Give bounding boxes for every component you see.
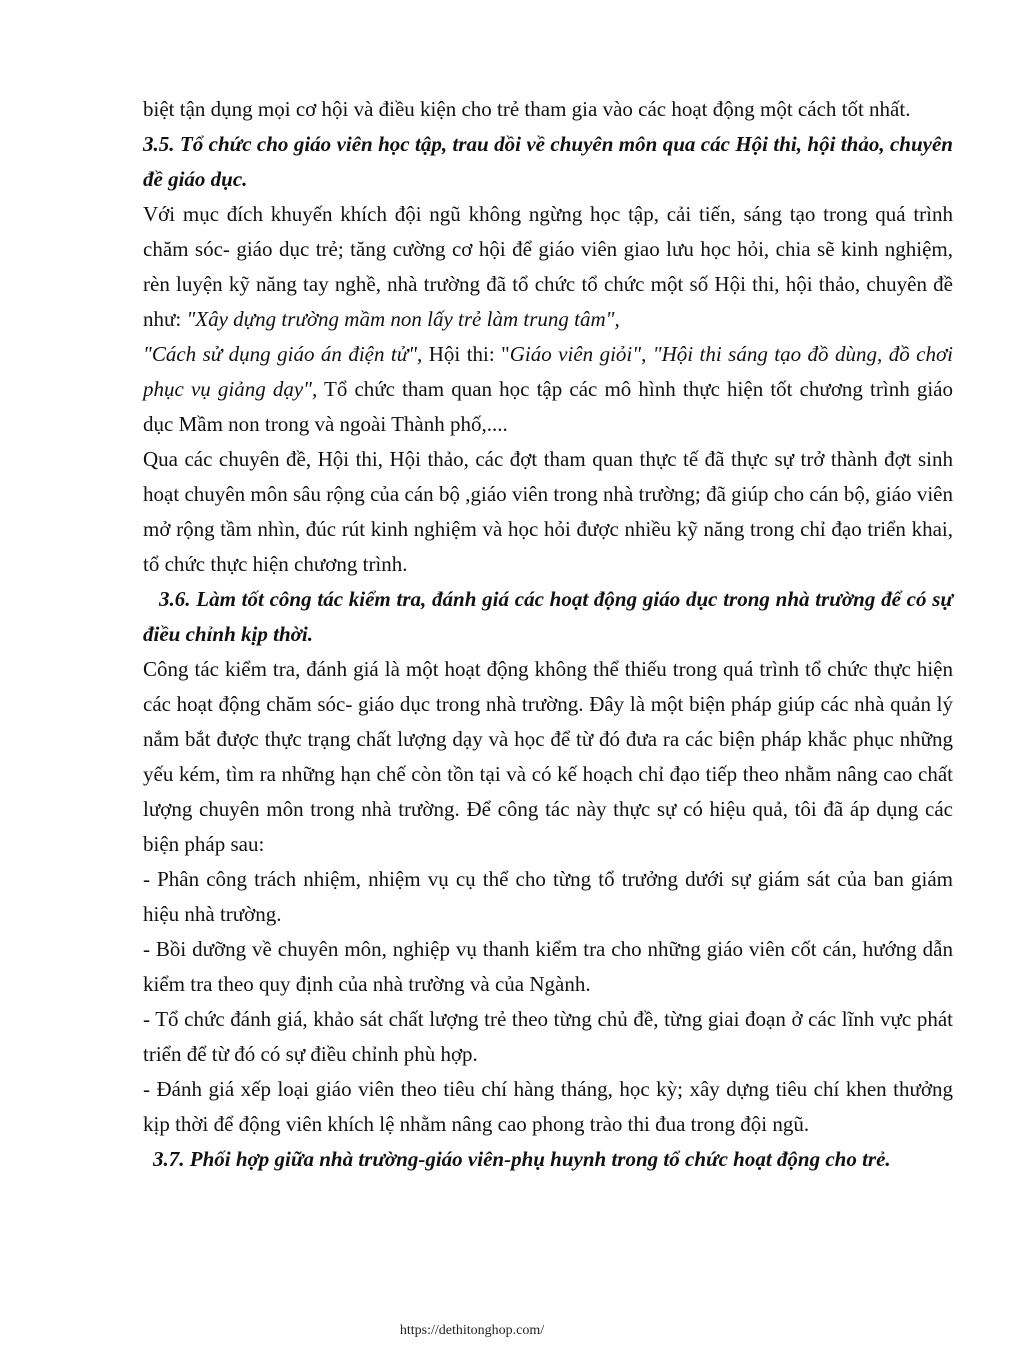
bullet-item-2: - Bồi dưỡng về chuyên môn, nghiệp vụ thanh kiểm tra cho những giáo viên cốt cán, hướng dẫn kiểm tra theo quy định của nhà trường và của Ngành. [143,937,953,996]
page-footer [0,1322,1024,1340]
text-run: Với mục đích khuyến khích đội ngũ không ngừng học tập, cải tiến, sáng tạo trong quá trình chăm sóc- giáo dục trẻ; tăng cường cơ hội để giáo viên giao lưu học hỏi, chia sẽ kinh nghiệm, rèn luyện kỹ năng tay nghề, nhà trường đã tổ chức tổ chức một số Hội thi, hội thảo, chuyên đề như: [143,202,953,331]
quote-contests: Giáo viên giỏi", "Hội thi sáng tạo đồ dùng, đồ chơi phục vụ giảng dạy", [143,342,953,401]
paragraph-intro: biệt tận dụng mọi cơ hội và điều kiện cho trẻ tham gia vào các hoạt động một cách tốt nhất. [143,97,911,121]
footer-url[interactable]: https://dethitonghop.com/ [399,1323,545,1338]
heading-3-6: 3.6. Làm tốt công tác kiểm tra, đánh giá các hoạt động giáo dục trong nhà trường để có sự điều chỉnh kịp thời. [143,587,953,646]
heading-3-5: 3.5. Tổ chức cho giáo viên học tập, trau dồi về chuyên môn qua các Hội thi, hội thảo, chuyên đề giáo dục. [143,132,953,191]
paragraph-3-6-intro: Công tác kiểm tra, đánh giá là một hoạt động không thể thiếu trong quá trình tổ chức thực hiện các hoạt động chăm sóc- giáo dục trong nhà trường. Đây là một biện pháp giúp các nhà quản lý nắm bắt được thực trạng chất lượng dạy và học để từ đó đưa ra các biện pháp khắc phục những yếu kém, tìm ra những hạn chế còn tồn tại và có kế hoạch chỉ đạo tiếp theo nhằm nâng cao chất lượng chuyên môn trong nhà trường. Để công tác này thực sự có hiệu quả, tôi đã áp dụng các biện pháp sau: [143,657,953,856]
quote-e-lesson: "Cách sử dụng giáo án điện tử", [143,342,423,366]
document-body [143,92,953,1177]
quote-kid-centered: "Xây dựng trường mầm non lấy trẻ làm trung tâm", [186,307,620,331]
bullet-item-3: - Tổ chức đánh giá, khảo sát chất lượng trẻ theo từng chủ đề, từng giai đoạn ở các lĩnh vực phát triển để từ đó có sự điều chỉnh phù hợp. [143,1007,953,1066]
paragraph-3-5-results: Qua các chuyên đề, Hội thi, Hội thảo, các đợt tham quan thực tế đã thực sự trở thành đợt sinh hoạt chuyên môn sâu rộng của cán bộ ,giáo viên trong nhà trường; đã giúp cho cán bộ, giáo viên mở rộng tầm nhìn, đúc rút kinh nghiệm và học hỏi được nhiều kỹ năng trong chỉ đạo triển khai, tổ chức thực hiện chương trình. [143,447,953,576]
bullet-item-1: - Phân công trách nhiệm, nhiệm vụ cụ thể cho từng tổ trưởng dưới sự giám sát của ban giám hiệu nhà trường. [143,867,953,926]
text-run: Hội thi: " [422,342,510,366]
paragraph-3-5-purpose [143,197,953,442]
text-run: Tổ chức tham quan học tập các mô hình thực hiện tốt chương trình giáo dục Mầm non trong và ngoài Thành phố,.... [143,377,953,436]
heading-3-7: 3.7. Phối hợp giữa nhà trường-giáo viên-phụ huynh trong tổ chức hoạt động cho trẻ. [153,1147,891,1171]
bullet-item-4: - Đánh giá xếp loại giáo viên theo tiêu chí hàng tháng, học kỳ; xây dựng tiêu chí khen thưởng kịp thời để động viên khích lệ nhằm nâng cao phong trào thi đua trong đội ngũ. [143,1077,953,1136]
